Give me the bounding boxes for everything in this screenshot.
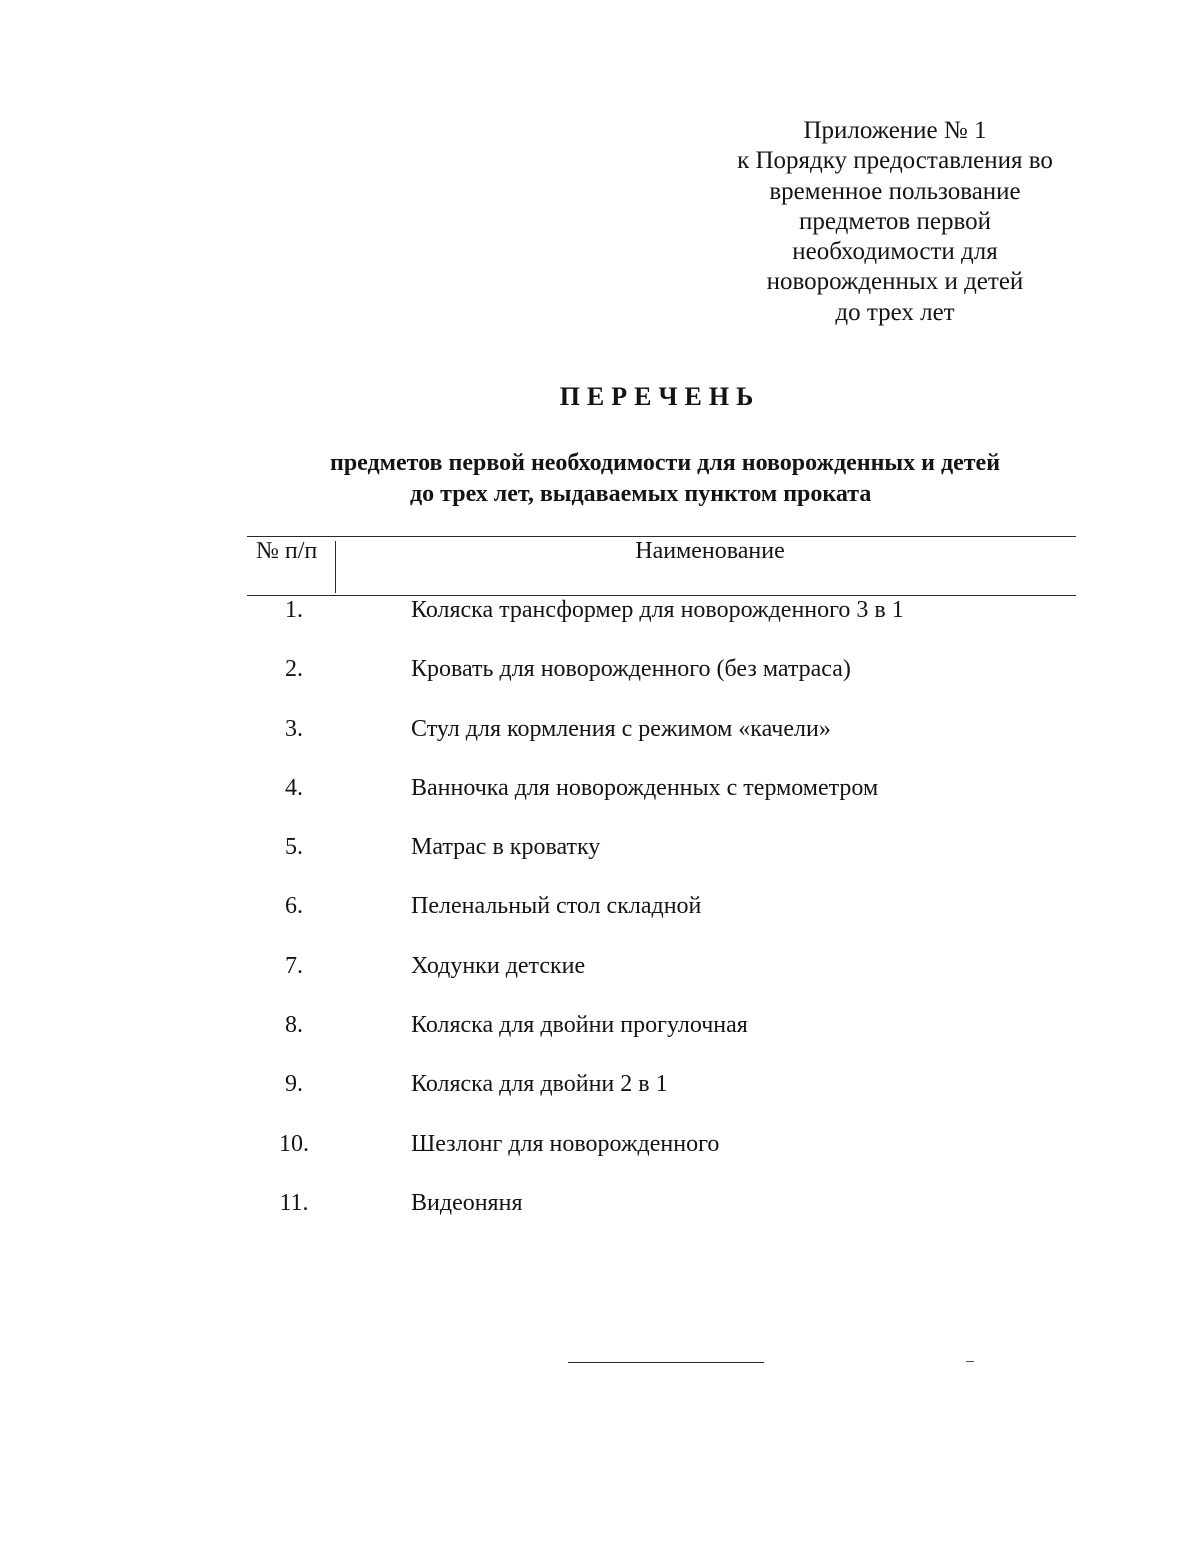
row-number: 7.	[285, 952, 303, 979]
appendix-line: необходимости для	[792, 238, 998, 266]
document-subtitle	[330, 448, 1060, 510]
appendix-line: предметов первой	[799, 207, 991, 235]
table-header-number: № п/п	[256, 538, 318, 564]
row-name: Стул для кормления с режимом «качели»	[411, 715, 831, 742]
table-header-rule	[247, 595, 1076, 596]
subtitle-line-2: до трех лет, выдаваемых пунктом проката	[410, 481, 872, 507]
row-number: 6.	[285, 893, 303, 920]
table-row	[0, 834, 1200, 893]
appendix-line: Приложение № 1	[803, 117, 987, 144]
row-number: 11.	[279, 1189, 309, 1216]
table-header-name: Наименование	[635, 538, 785, 564]
table-row	[0, 656, 1200, 715]
document-title: ПЕРЕЧЕНЬ	[559, 382, 761, 411]
table-row	[0, 953, 1200, 1012]
row-name: Шезлонг для новорожденного	[411, 1130, 720, 1157]
table-row	[0, 597, 1200, 656]
row-name: Матрас в кроватку	[411, 834, 601, 861]
row-number: 4.	[285, 774, 303, 801]
row-number: 9.	[285, 1071, 303, 1098]
table-row	[0, 775, 1200, 834]
appendix-line: новорожденных и детей	[766, 268, 1024, 296]
appendix-line: временное пользование	[769, 177, 1021, 205]
row-name: Коляска для двойни прогулочная	[411, 1012, 748, 1039]
row-number: 10.	[279, 1130, 309, 1157]
row-name: Пеленальный стол складной	[411, 893, 702, 920]
table-row	[0, 1071, 1200, 1130]
table-row	[0, 716, 1200, 775]
row-number: 5.	[285, 834, 303, 861]
closing-mark	[966, 1361, 974, 1362]
subtitle-line-1: предметов первой необходимости для новорожденных и детей	[330, 450, 1001, 476]
table-header-divider	[335, 541, 336, 593]
row-name: Ходунки детские	[411, 952, 586, 979]
table-row	[0, 1190, 1200, 1249]
row-name: Кровать для новорожденного (без матраса)	[411, 656, 851, 683]
row-name: Коляска для двойни 2 в 1	[411, 1071, 668, 1098]
table-row	[0, 1012, 1200, 1071]
row-number: 1.	[285, 597, 303, 623]
table-row	[0, 893, 1200, 952]
table-row	[0, 1131, 1200, 1190]
appendix-line: до трех лет	[835, 298, 955, 326]
row-number: 8.	[285, 1012, 303, 1039]
table-top-rule	[247, 536, 1076, 537]
row-number: 2.	[285, 656, 303, 683]
row-name: Видеоняня	[411, 1189, 523, 1216]
row-number: 3.	[285, 715, 303, 742]
appendix-line: к Порядку предоставления во	[737, 147, 1053, 175]
items-table-body	[0, 597, 1200, 1249]
row-name: Ванночка для новорожденных с термометром	[411, 774, 879, 801]
appendix-note	[720, 116, 1070, 328]
row-name: Коляска трансформер для новорожденного 3 в 1	[411, 597, 904, 623]
closing-rule	[568, 1362, 764, 1363]
